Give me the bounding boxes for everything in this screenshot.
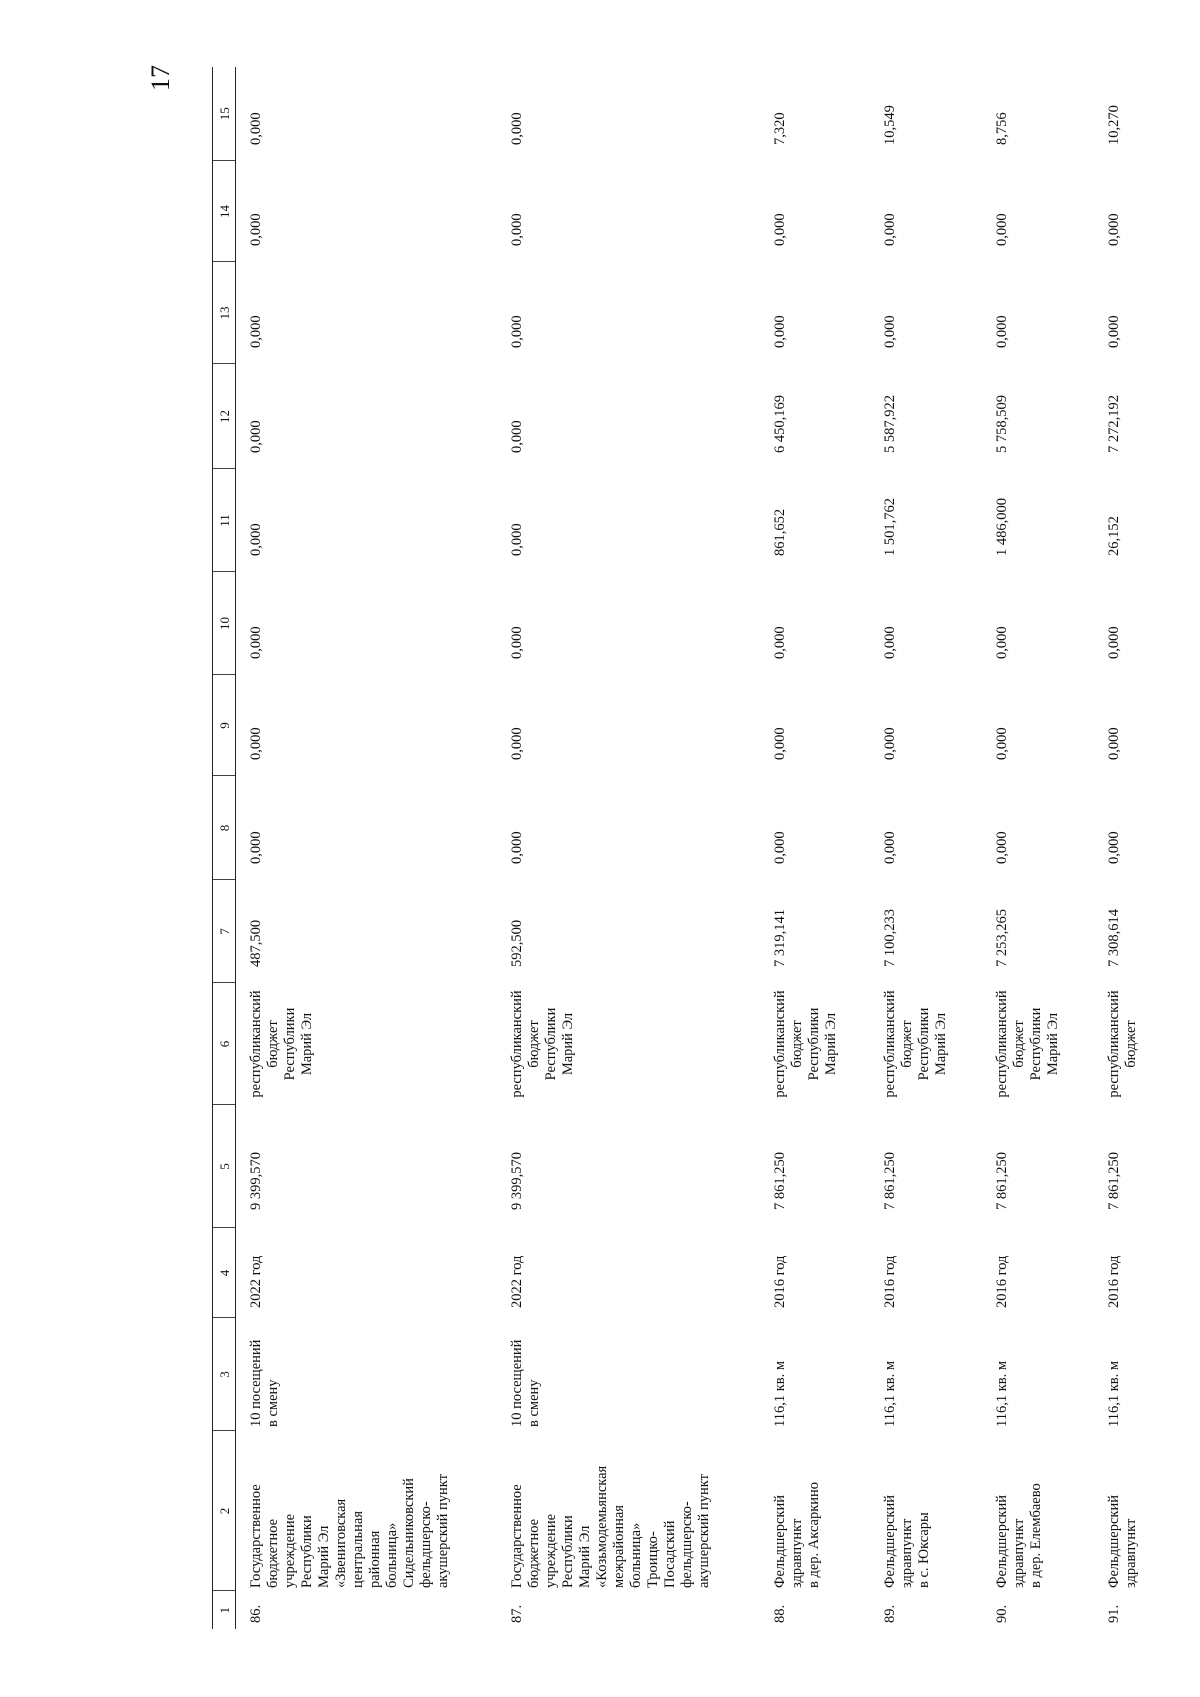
col-header: 7 <box>213 880 236 983</box>
value-col-15: 10,549 <box>882 105 898 145</box>
col-header: 10 <box>213 572 236 675</box>
value-col-7: 487,500 <box>248 919 264 967</box>
facility-name: Фельдшерский здравпункт в дер. Елембаево <box>994 1483 1044 1588</box>
capacity: 116,1 кв. м <box>882 1360 898 1427</box>
value-col-8: 0,000 <box>882 831 898 864</box>
capacity: 10 посещений в смену <box>248 1339 281 1427</box>
value-col-8: 0,000 <box>1106 831 1122 864</box>
value-col-12: 0,000 <box>248 420 264 453</box>
table-row <box>497 67 760 1629</box>
value-col-8: 0,000 <box>248 831 264 864</box>
capacity: 10 посещений в смену <box>509 1339 542 1427</box>
value-col-11: 0,000 <box>248 523 264 556</box>
total-cost: 7 861,250 <box>1106 1152 1122 1210</box>
value-col-15: 0,000 <box>509 112 525 145</box>
value-col-12: 5 758,509 <box>994 395 1010 453</box>
value-col-10: 0,000 <box>994 626 1010 659</box>
value-col-9: 0,000 <box>1106 727 1122 760</box>
value-col-11: 861,652 <box>772 508 788 556</box>
col-header: 3 <box>213 1318 236 1431</box>
value-col-10: 0,000 <box>772 626 788 659</box>
year: 2022 год <box>509 1255 525 1308</box>
value-col-13: 0,000 <box>994 315 1010 348</box>
funding-source: республиканский бюджет Республики Марий Эл <box>994 990 1061 1098</box>
value-col-9: 0,000 <box>509 727 525 760</box>
value-col-12: 0,000 <box>509 420 525 453</box>
year: 2016 год <box>772 1255 788 1308</box>
value-col-7: 7 308,614 <box>1106 909 1122 967</box>
header-row <box>213 67 236 1629</box>
col-header: 13 <box>213 262 236 364</box>
budget-table <box>212 67 1200 1629</box>
value-col-12: 7 272,192 <box>1106 395 1122 453</box>
facility-name: Государственное бюджетное учреждение Республики Марий Эл «Звениговская центральная районная больница» Сидельниковский фельдшерско- акушерский пункт <box>248 1474 451 1588</box>
table-row <box>1094 67 1200 1629</box>
value-col-13: 0,000 <box>882 315 898 348</box>
funding-source: республиканский бюджет Республики Марий Эл <box>882 990 949 1098</box>
facility-name: Государственное бюджетное учреждение Республики Марий Эл «Козьмодемьянская межрайонная больница» Троицко- Посадский фельдшерско- акушерский пункт <box>509 1465 712 1588</box>
col-header: 1 <box>213 1591 236 1629</box>
value-col-9: 0,000 <box>994 727 1010 760</box>
page-number: 17 <box>146 65 175 91</box>
value-col-14: 0,000 <box>994 213 1010 246</box>
row-number: 91. <box>1106 1604 1122 1623</box>
value-col-7: 7 100,233 <box>882 909 898 967</box>
col-header: 9 <box>213 675 236 776</box>
value-col-11: 0,000 <box>509 523 525 556</box>
value-col-15: 0,000 <box>248 112 264 145</box>
value-col-15: 10,270 <box>1106 105 1122 145</box>
value-col-12: 5 587,922 <box>882 395 898 453</box>
value-col-10: 0,000 <box>882 626 898 659</box>
col-header: 8 <box>213 776 236 880</box>
year: 2016 год <box>1106 1255 1122 1308</box>
capacity: 116,1 кв. м <box>994 1360 1010 1427</box>
col-header: 4 <box>213 1228 236 1318</box>
value-col-10: 0,000 <box>509 626 525 659</box>
col-header: 15 <box>213 67 236 161</box>
col-header: 14 <box>213 161 236 262</box>
facility-name: Фельдшерский здравпункт в с. Юксары <box>882 1495 932 1588</box>
facility-name: Фельдшерский здравпункт <box>1106 1495 1139 1588</box>
value-col-13: 0,000 <box>509 315 525 348</box>
value-col-14: 0,000 <box>248 213 264 246</box>
col-header: 11 <box>213 469 236 572</box>
table-row <box>760 67 870 1629</box>
value-col-13: 0,000 <box>772 315 788 348</box>
funding-source: республиканский бюджет Республики Марий Эл <box>509 990 576 1098</box>
col-header: 2 <box>213 1431 236 1591</box>
col-header: 6 <box>213 983 236 1105</box>
value-col-7: 7 319,141 <box>772 909 788 967</box>
row-number: 87. <box>509 1604 525 1623</box>
total-cost: 7 861,250 <box>994 1152 1010 1210</box>
total-cost: 9 399,570 <box>248 1152 264 1210</box>
year: 2016 год <box>882 1255 898 1308</box>
value-col-13: 0,000 <box>1106 315 1122 348</box>
value-col-8: 0,000 <box>772 831 788 864</box>
table-row <box>982 67 1094 1629</box>
value-col-9: 0,000 <box>248 727 264 760</box>
value-col-12: 6 450,169 <box>772 395 788 453</box>
row-number: 90. <box>994 1604 1010 1623</box>
value-col-10: 0,000 <box>248 626 264 659</box>
col-header: 12 <box>213 364 236 469</box>
value-col-11: 26,152 <box>1106 516 1122 556</box>
value-col-14: 0,000 <box>509 213 525 246</box>
value-col-15: 7,320 <box>772 112 788 145</box>
value-col-8: 0,000 <box>994 831 1010 864</box>
value-col-14: 0,000 <box>772 213 788 246</box>
capacity: 116,1 кв. м <box>1106 1360 1122 1427</box>
value-col-11: 1 486,000 <box>994 498 1010 556</box>
value-col-10: 0,000 <box>1106 626 1122 659</box>
value-col-13: 0,000 <box>248 315 264 348</box>
year: 2022 год <box>248 1255 264 1308</box>
funding-source: республиканский бюджет Республики Марий Эл <box>772 990 839 1098</box>
value-col-9: 0,000 <box>772 727 788 760</box>
total-cost: 7 861,250 <box>772 1152 788 1210</box>
table-row <box>870 67 982 1629</box>
facility-name: Фельдшерский здравпункт в дер. Аксаркино <box>772 1481 822 1588</box>
value-col-15: 8,756 <box>994 112 1010 145</box>
value-col-7: 7 253,265 <box>994 909 1010 967</box>
value-col-8: 0,000 <box>509 831 525 864</box>
value-col-9: 0,000 <box>882 727 898 760</box>
value-col-14: 0,000 <box>1106 213 1122 246</box>
value-col-14: 0,000 <box>882 213 898 246</box>
capacity: 116,1 кв. м <box>772 1360 788 1427</box>
row-number: 86. <box>248 1604 264 1623</box>
col-header: 5 <box>213 1105 236 1228</box>
year: 2016 год <box>994 1255 1010 1308</box>
row-number: 88. <box>772 1604 788 1623</box>
table-row <box>236 67 498 1629</box>
funding-source: республиканский бюджет <box>1106 990 1139 1098</box>
row-number: 89. <box>882 1604 898 1623</box>
total-cost: 9 399,570 <box>509 1152 525 1210</box>
value-col-7: 592,500 <box>509 919 525 967</box>
value-col-11: 1 501,762 <box>882 498 898 556</box>
funding-source: республиканский бюджет Республики Марий Эл <box>248 990 315 1098</box>
total-cost: 7 861,250 <box>882 1152 898 1210</box>
